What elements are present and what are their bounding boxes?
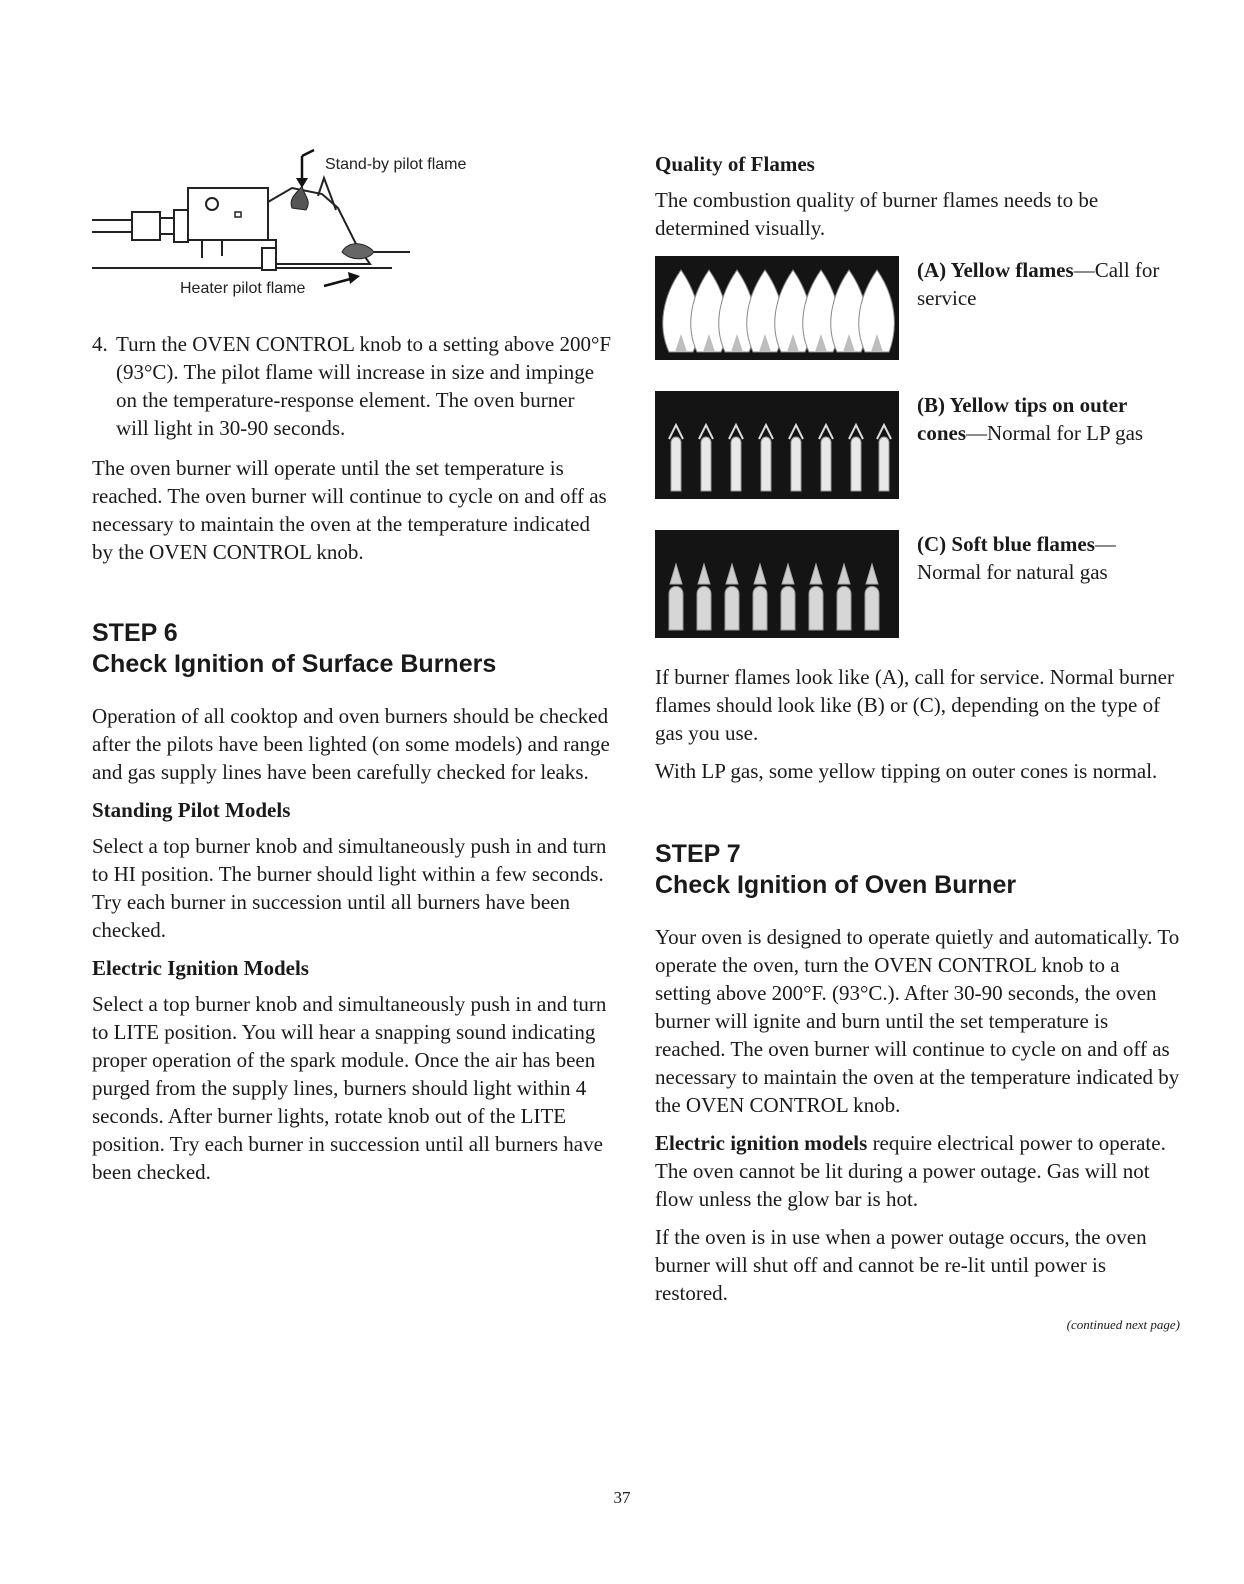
flame-caption-b [917, 391, 1180, 447]
flame-c-title: (C) Soft blue flames [917, 532, 1095, 556]
flame-row-a [655, 256, 1180, 365]
quality-text: The combustion quality of burner flames needs to be determined visually. [655, 188, 1099, 240]
electric-ignition-rest: require electrical power to operate. The oven cannot be lit during a power outage. Gas will not flow unless the glow bar is hot. [655, 1131, 1166, 1211]
paragraph-lp-gas: With LP gas, some yellow tipping on outer cones is normal. [655, 759, 1158, 783]
flame-row-b [655, 391, 1180, 504]
item-number: 4. [92, 332, 108, 356]
paragraph-operate: The oven burner will operate until the set temperature is reached. The oven burner will continue to cycle on and off as necessary to maintain the oven at the temperature indicated by the OVEN CONTROL knob. [92, 456, 607, 564]
electric-ignition-heading: Electric Ignition Models [92, 956, 309, 980]
soft-blue-flames-illustration [655, 530, 899, 638]
flame-image-a [655, 256, 899, 365]
flame-c-desc: — Normal for natural gas [917, 532, 1116, 584]
instruction-item-4 [92, 330, 612, 442]
yellow-tips-illustration [655, 391, 899, 499]
flame-caption-a [917, 256, 1180, 312]
heater-pilot-label: Heater pilot flame [180, 280, 306, 297]
right-column [655, 150, 1180, 1333]
page-number: 37 [613, 1488, 631, 1507]
flame-a-desc: —Call for service [917, 258, 1160, 310]
electric-ignition-bold: Electric ignition models [655, 1131, 868, 1155]
left-column [92, 148, 612, 1196]
continued-note: (continued next page) [1066, 1317, 1180, 1332]
item-text: Turn the OVEN CONTROL knob to a setting above 200°F (93°C). The pilot flame will increase in size and impinge on the temperature-response element. The oven burner will light in 30-90 seconds. [116, 332, 612, 440]
paragraph-operation: Operation of all cooktop and oven burners should be checked after the pilots have been lighted (on some models) and range and gas supply lines have been carefully checked for leaks. [92, 704, 610, 784]
flame-a-title: (A) Yellow flames [917, 258, 1074, 282]
step7-title: Check Ignition of Oven Burner [655, 871, 1017, 899]
yellow-flames-illustration [655, 256, 899, 360]
electric-ignition-text: Select a top burner knob and simultaneously push in and turn to LITE position. You will hear a snapping sound indicating proper operation of the spark module. Once the air has been purged from the supply lines, burners should light within 4 seconds. After burner lights, rotate knob out of the LITE position. Try each burner in succession until all burners have been checked. [92, 992, 607, 1184]
flame-row-c [655, 530, 1180, 643]
paragraph-power-outage: If the oven is in use when a power outage occurs, the oven burner will shut off and cannot be re-lit until power is restored. [655, 1225, 1147, 1305]
paragraph-oven: Your oven is designed to operate quietly and automatically. To operate the oven, turn the OVEN CONTROL knob to a setting above 200°F. (93°C.). After 30-90 seconds, the oven burner will ignite and burn until the set temperature is reached. The oven burner will continue to cycle on and off as necessary to maintain the oven at the temperature indicated by the OVEN CONTROL knob. [655, 925, 1180, 1117]
paragraph-if-flames: If burner flames look like (A), call for service. Normal burner flames should look like (B) or (C), depending on the type of gas you use. [655, 665, 1174, 745]
standing-pilot-heading: Standing Pilot Models [92, 798, 291, 822]
flame-caption-c [917, 530, 1180, 586]
standby-pilot-label: Stand-by pilot flame [325, 156, 467, 173]
flame-image-c [655, 530, 899, 643]
step6-title: Check Ignition of Surface Burners [92, 650, 497, 678]
flame-image-b [655, 391, 899, 504]
flame-b-desc: —Normal for LP gas [966, 421, 1144, 445]
quality-heading: Quality of Flames [655, 152, 815, 176]
step6-label: STEP 6 [92, 619, 178, 647]
pilot-diagram [92, 148, 522, 308]
standing-pilot-text: Select a top burner knob and simultaneously push in and turn to HI position. The burner should light within a few seconds. Try each burner in succession until all burners have been checked. [92, 834, 607, 942]
flame-b-title: (B) Yellow tips on outer cones [917, 393, 1127, 445]
paragraph-electric-ignition [655, 1129, 1180, 1213]
step7-label: STEP 7 [655, 840, 741, 868]
